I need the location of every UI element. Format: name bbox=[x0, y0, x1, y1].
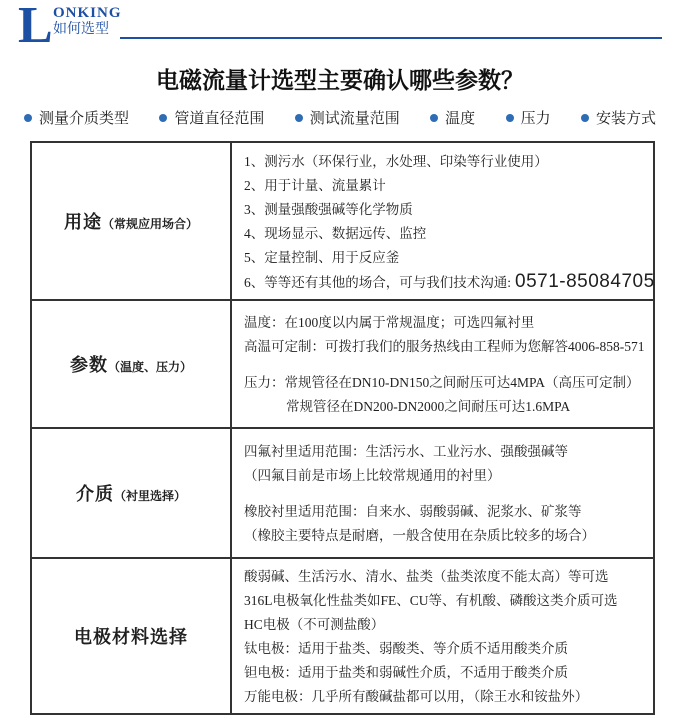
spec-table bbox=[30, 141, 655, 715]
usage-line: 1、测污水（环保行业，水处理、印染等行业使用） bbox=[244, 153, 548, 169]
row-body-usage bbox=[231, 142, 654, 300]
header-divider bbox=[120, 37, 662, 39]
bullet-dot-icon bbox=[430, 114, 438, 122]
bullet-dot-icon bbox=[24, 114, 32, 122]
logo-letter-icon: L bbox=[18, 0, 53, 54]
logo-brand-text: ONKING bbox=[53, 5, 122, 21]
bullet-label: 管道直径范围 bbox=[174, 111, 265, 127]
usage-line: 4、现场显示、数据远传、监控 bbox=[244, 225, 427, 241]
bullet-item-medium-type bbox=[24, 107, 129, 128]
medium-line: （四氟目前是市场上比较常规通用的衬里） bbox=[244, 468, 501, 483]
table-row-parameters bbox=[31, 300, 654, 428]
bullet-item-flow-range bbox=[295, 107, 400, 128]
row-body-electrode bbox=[231, 558, 654, 714]
parameter-line: 常规管径在DN200-DN2000之间耐压可达1.6MPA bbox=[286, 399, 571, 414]
row-header-note: （温度、压力） bbox=[107, 360, 192, 374]
parameter-bullet-row bbox=[0, 107, 680, 128]
page-header bbox=[0, 0, 680, 52]
electrode-line: 316L电极氧化性盐类如FE、CU等、有机酸、磷酸这类介质可选 bbox=[244, 593, 618, 608]
table-row-usage bbox=[31, 142, 654, 300]
electrode-line: 钛电极：适用于盐类、弱酸类、等介质不适用酸类介质 bbox=[244, 641, 568, 656]
bullet-dot-icon bbox=[295, 114, 303, 122]
row-header-medium bbox=[31, 428, 231, 558]
row-header-usage bbox=[31, 142, 231, 300]
bullet-item-installation bbox=[581, 107, 656, 128]
medium-line: 橡胶衬里适用范围：自来水、弱酸弱碱、泥浆水、矿浆等 bbox=[244, 504, 582, 519]
row-body-parameters bbox=[231, 300, 654, 428]
row-header-parameters bbox=[31, 300, 231, 428]
table-row-electrode bbox=[31, 558, 654, 714]
bullet-dot-icon bbox=[506, 114, 514, 122]
contact-text: 6、等等还有其他的场合，可与我们技术沟通: bbox=[244, 274, 512, 290]
electrode-line: 钽电极：适用于盐类和弱碱性介质，不适用于酸类介质 bbox=[244, 665, 568, 680]
parameter-line: 压力：常规管径在DN10-DN150之间耐压可达4MPA（高压可定制） bbox=[244, 375, 640, 390]
parameter-line: 高温可定制：可拨打我们的服务热线由工程师为您解答4006-858-571 bbox=[244, 339, 645, 354]
bullet-item-temperature bbox=[430, 107, 475, 128]
bullet-label: 测量介质类型 bbox=[39, 111, 130, 127]
electrode-line: HC电极（不可测盐酸） bbox=[244, 617, 385, 632]
spacer bbox=[244, 359, 647, 371]
medium-line: （橡胶主要特点是耐磨，一般含使用在杂质比较多的场合） bbox=[244, 528, 595, 543]
logo-tagline: 如何选型 bbox=[53, 22, 109, 37]
row-header-title: 电极材料选择 bbox=[74, 627, 188, 647]
medium-line: 四氟衬里适用范围：生活污水、工业污水、强酸强碱等 bbox=[244, 444, 568, 459]
electrode-line: 酸弱碱、生活污水、清水、盐类（盐类浓度不能太高）等可选 bbox=[244, 569, 609, 584]
usage-line: 2、用于计量、流量累计 bbox=[244, 177, 386, 193]
bullet-label: 压力 bbox=[520, 111, 551, 127]
bullet-item-pipe-diameter bbox=[159, 107, 264, 128]
usage-line: 5、定量控制、用于反应釜 bbox=[244, 249, 400, 265]
spacer bbox=[244, 488, 647, 500]
usage-line: 3、测量强酸强碱等化学物质 bbox=[244, 201, 413, 217]
bullet-label: 安装方式 bbox=[595, 111, 656, 127]
phone-number: 0571-85084705 bbox=[515, 270, 655, 292]
bullet-dot-icon bbox=[159, 114, 167, 122]
row-header-title: 用途 bbox=[63, 212, 102, 232]
row-header-electrode bbox=[31, 558, 231, 714]
table-row-medium bbox=[31, 428, 654, 558]
row-body-medium bbox=[231, 428, 654, 558]
row-header-title: 介质 bbox=[75, 484, 114, 504]
row-header-title: 参数 bbox=[69, 355, 108, 375]
bullet-label: 温度 bbox=[445, 111, 476, 127]
parameter-line: 温度：在100度以内属于常规温度；可选四氟衬里 bbox=[244, 315, 535, 330]
bullet-item-pressure bbox=[506, 107, 551, 128]
bullet-dot-icon bbox=[581, 114, 589, 122]
electrode-line: 万能电极：几乎所有酸碱盐都可以用，（除王水和铵盐外） bbox=[244, 689, 589, 704]
bullet-label: 测试流量范围 bbox=[309, 111, 400, 127]
row-header-note: （衬里选择） bbox=[113, 489, 186, 503]
usage-line-contact bbox=[244, 270, 655, 295]
page-title: 电磁流量计选型主要确认哪些参数？ bbox=[156, 68, 524, 93]
row-header-note: （常规应用场合） bbox=[101, 217, 198, 231]
